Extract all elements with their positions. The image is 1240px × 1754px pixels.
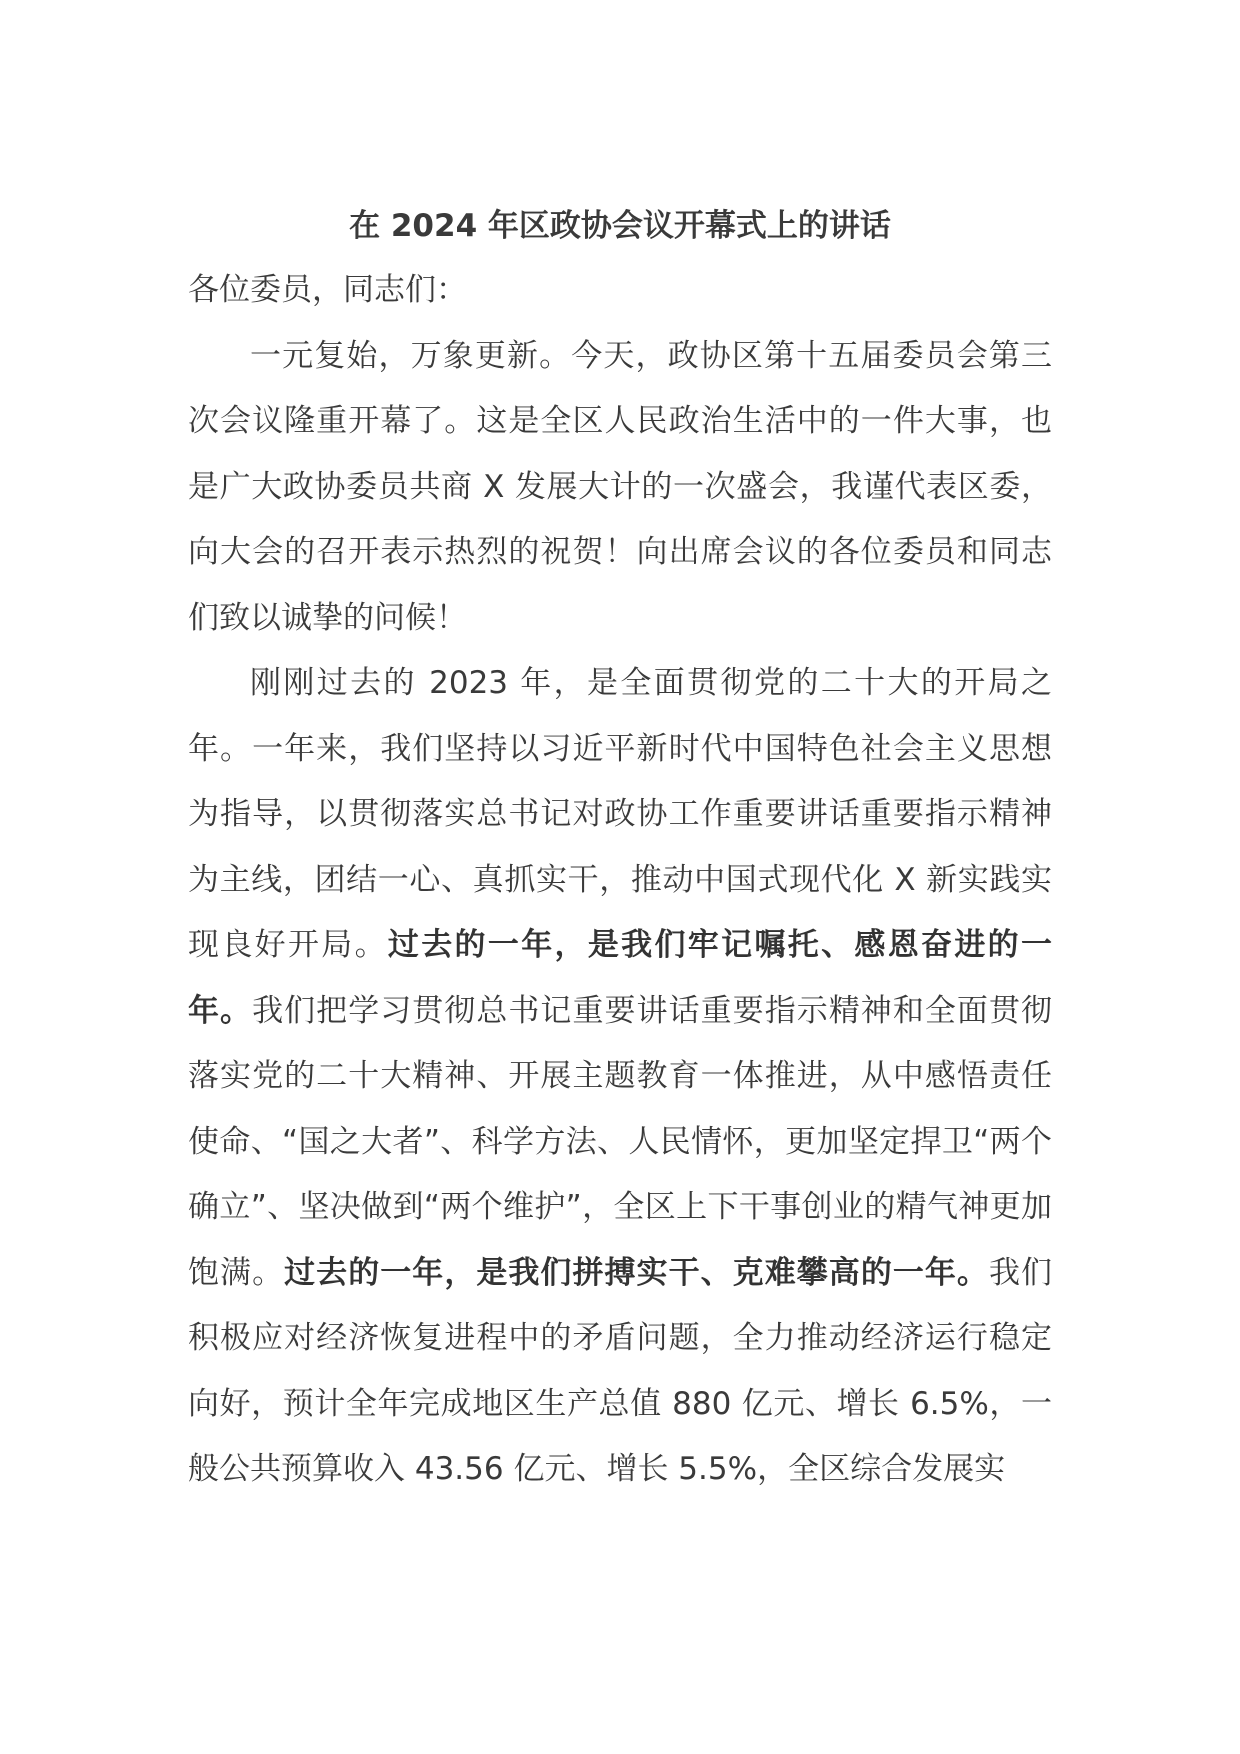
bold-heading-2: 过去的一年，是我们拼搏实干、克难攀高的一年。 [284, 1254, 989, 1291]
paragraph-opening: 一元复始，万象更新。今天，政协区第十五届委员会第三次会议隆重开幕了。这是全区人民政治生活中的一件大事，也是广大政协委员共商 X 发展大计的一次盛会，我谨代表区委，向大会的召开表示热烈的祝贺！向出席会议的各位委员和同志们致以诚挚的问候！ [188, 337, 1052, 636]
paragraph-text: 我们积极应对经济恢复进程中的矛盾问题，全力推动经济运行稳定向好，预计全年完成地区生产总值 880 亿元、增长 6.5%，一般公共预算收入 43.56 亿元、增长 5.5%，全区综合发展实 [188, 1254, 1053, 1487]
paragraph-text: 刚刚过去的 2023 年，是全面贯彻党的二十大的开局之年。一年来，我们坚持以习近平新时代中国特色社会主义思想为指导，以贯彻落实总书记对政协工作重要讲话重要指示精神为主线，团结一心、真抓实干，推动中国式现代化 X 新实践实现良好开局。 [188, 665, 1052, 963]
bold-heading-1: 过去的一年，是我们牢记嘱托、感恩奋进的一年。 [188, 927, 1052, 1029]
document-title: 在 2024 年区政协会议开幕式上的讲话 [349, 208, 891, 244]
document-body [188, 258, 1052, 1503]
salutation: 各位委员，同志们： [188, 272, 467, 308]
paragraph-review [188, 651, 1052, 1503]
paragraph-text: 我们把学习贯彻总书记重要讲话重要指示精神和全面贯彻落实党的二十大精神、开展主题教育一体推进，从中感悟责任使命、“国之大者”、科学方法、人民情怀，更加坚定捍卫“两个确立”、坚决做到“两个维护”，全区上下干事创业的精气神更加饱满。 [188, 992, 1052, 1291]
